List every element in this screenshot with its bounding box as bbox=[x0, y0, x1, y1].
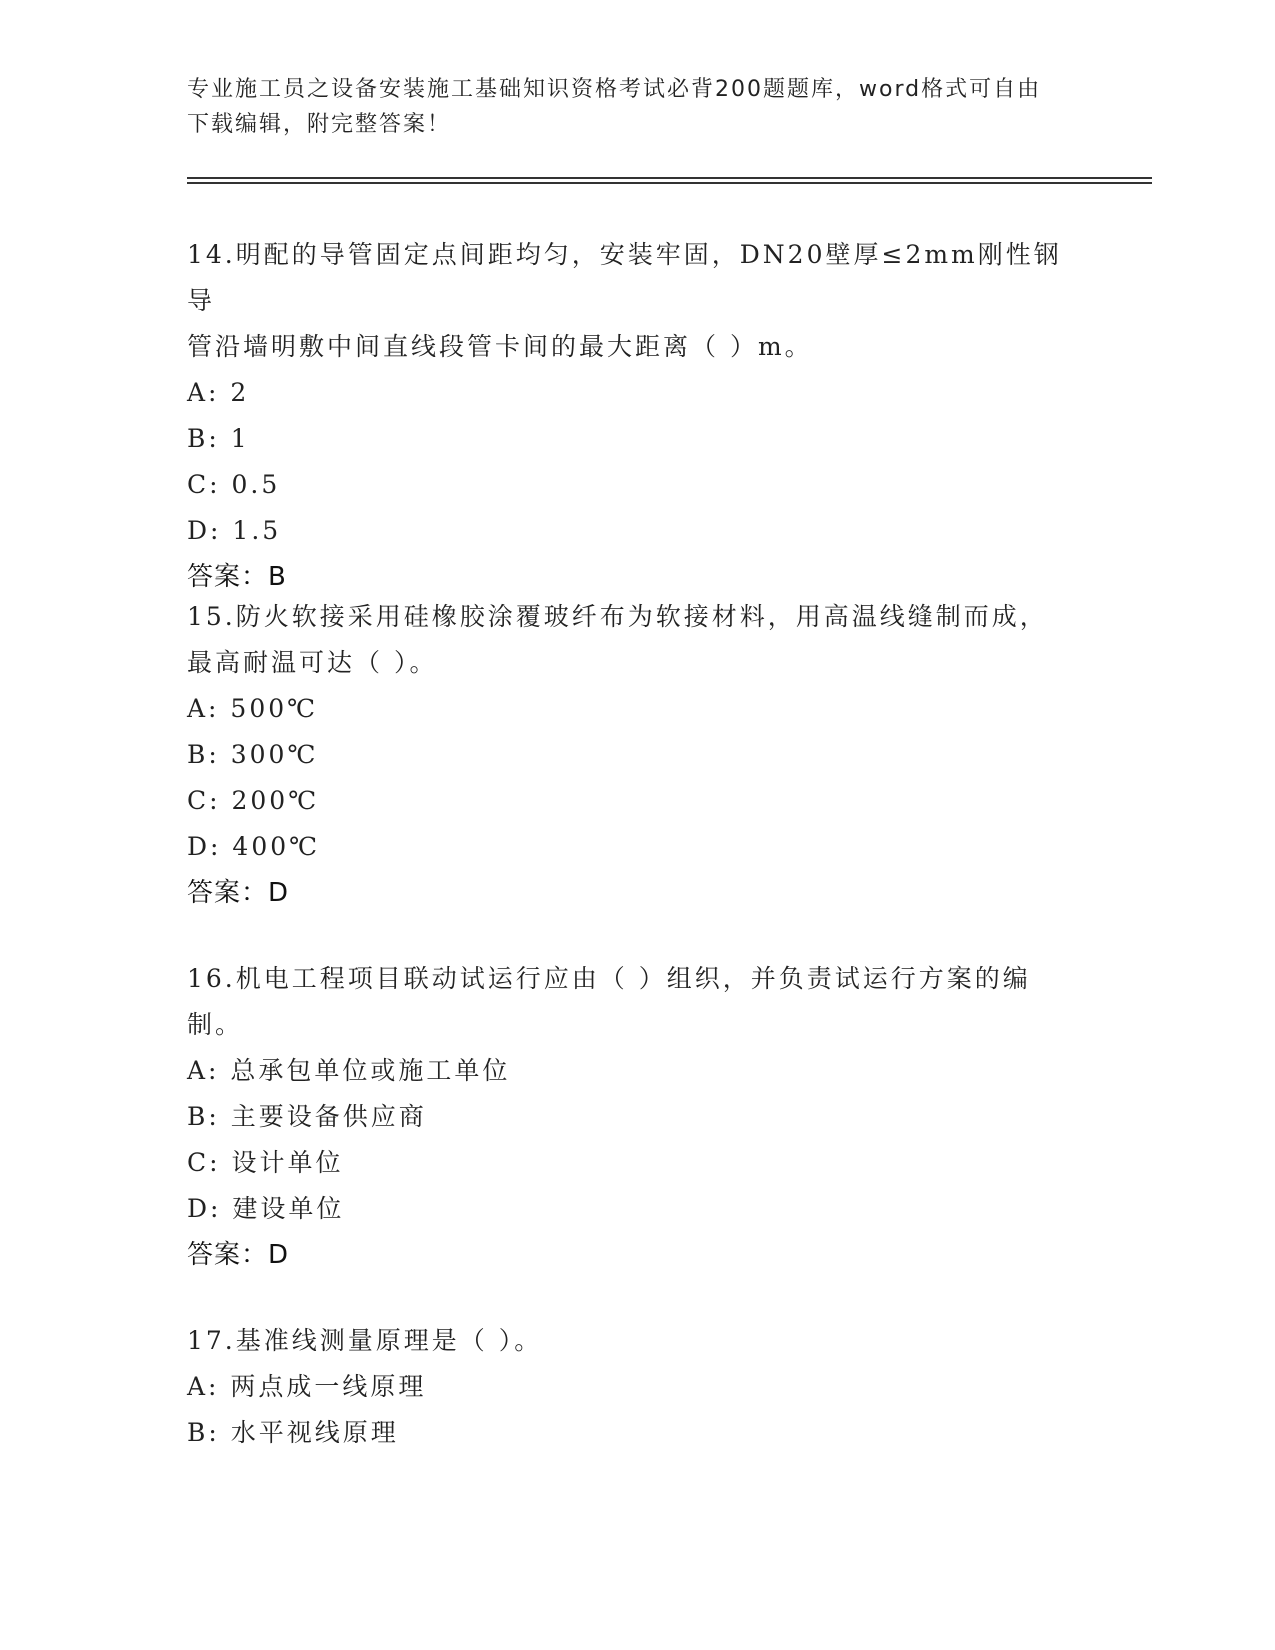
answer: 答案：B bbox=[187, 562, 287, 592]
option-c: C: 设计单位 bbox=[187, 1148, 344, 1177]
question-text-line-2: 管沿墙明敷中间直线段管卡间的最大距离（ ）m。 bbox=[187, 332, 813, 361]
question-17 bbox=[187, 1318, 1087, 1456]
option-d: D: 建设单位 bbox=[187, 1194, 345, 1223]
option-c: C: 0.5 bbox=[187, 470, 281, 499]
question-text-line-1: 14.明配的导管固定点间距均匀，安装牢固，DN20壁厚≤2mm刚性钢导 bbox=[187, 240, 1062, 315]
question-text-line-1: 17.基准线测量原理是（ ）。 bbox=[187, 1326, 543, 1355]
option-a: A: 总承包单位或施工单位 bbox=[187, 1056, 511, 1085]
option-b: B: 1 bbox=[187, 424, 250, 453]
question-16 bbox=[187, 956, 1087, 1278]
header-divider-bottom bbox=[187, 182, 1152, 184]
question-text-line-1: 16.机电工程项目联动试运行应由（ ）组织，并负责试运行方案的编 bbox=[187, 964, 1031, 993]
option-c: C: 200℃ bbox=[187, 786, 320, 815]
answer: 答案：D bbox=[187, 1240, 290, 1270]
option-a: A: 500℃ bbox=[187, 694, 319, 723]
option-b: B: 水平视线原理 bbox=[187, 1418, 399, 1447]
header-line-2: 下载编辑，附完整答案！ bbox=[187, 112, 452, 137]
header-line-1: 专业施工员之设备安装施工基础知识资格考试必背200题题库，word格式可自由 bbox=[187, 77, 1042, 102]
question-14 bbox=[187, 232, 1087, 600]
header-divider-top bbox=[187, 177, 1152, 179]
document-header bbox=[187, 72, 1087, 142]
option-d: D: 400℃ bbox=[187, 832, 321, 861]
question-15 bbox=[187, 594, 1087, 916]
option-a: A: 2 bbox=[187, 378, 250, 407]
option-b: B: 300℃ bbox=[187, 740, 319, 769]
question-text-line-2: 最高耐温可达（ ）。 bbox=[187, 648, 438, 677]
question-text-line-1: 15.防火软接采用硅橡胶涂覆玻纤布为软接材料，用高温线缝制而成， bbox=[187, 602, 1048, 631]
option-a: A: 两点成一线原理 bbox=[187, 1372, 427, 1401]
question-text-line-2: 制。 bbox=[187, 1010, 244, 1039]
option-d: D: 1.5 bbox=[187, 516, 282, 545]
answer: 答案：D bbox=[187, 878, 290, 908]
option-b: B: 主要设备供应商 bbox=[187, 1102, 427, 1131]
